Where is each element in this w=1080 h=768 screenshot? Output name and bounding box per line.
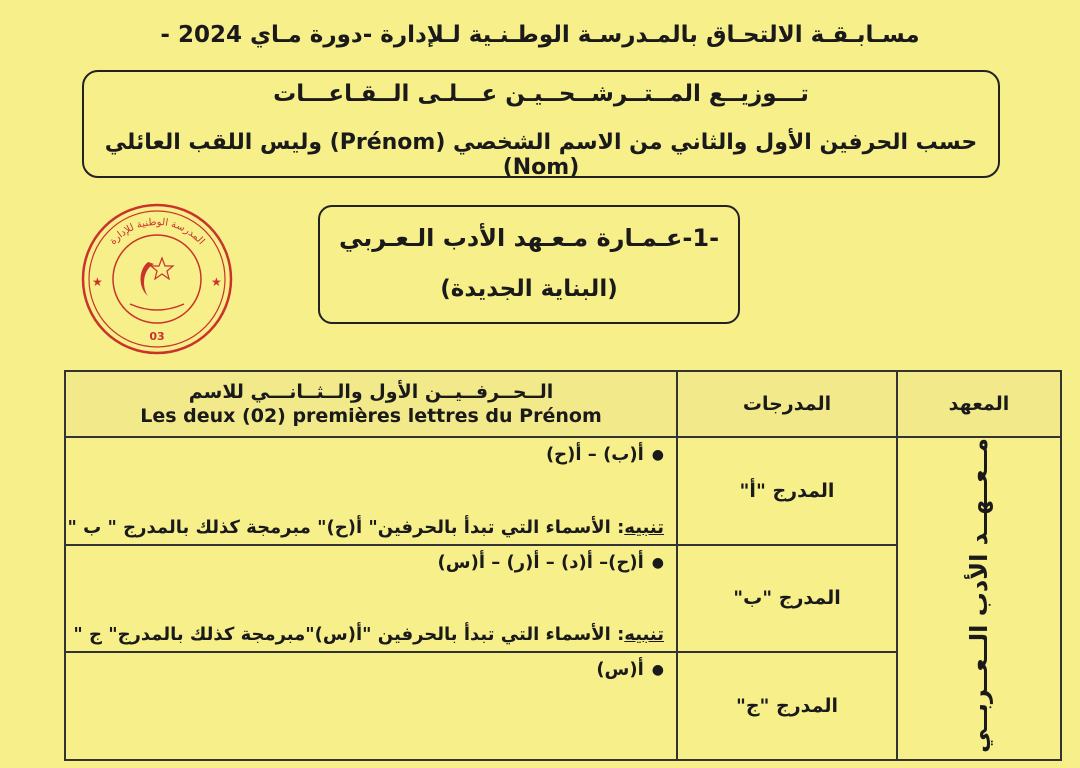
svg-text:المدرسة الوطنية للإدارة: المدرسة الوطنية للإدارة bbox=[107, 216, 207, 248]
letters-range: ●أ(ح)– أ(د) – أ(ر) – أ(س) bbox=[437, 551, 664, 573]
svg-text:★: ★ bbox=[211, 275, 222, 289]
bullet-icon: ● bbox=[651, 554, 664, 571]
page-title: مسـابـقـة الالتحـاق بالمـدرسـة الوطـنـية لـلإدارة -دورة مـاي 2024 - bbox=[160, 22, 920, 48]
header-institute: المعهد bbox=[897, 371, 1061, 437]
header-halls: المدرجات bbox=[677, 371, 897, 437]
distribution-title: تـــوزيــع المــتــرشــحــيـن عـــلـى الــقـاعـــات bbox=[273, 81, 809, 107]
stamp-number: 03 bbox=[149, 330, 165, 343]
letters-cell bbox=[65, 652, 677, 760]
bullet-icon: ● bbox=[651, 662, 664, 679]
note: تنبيه: الأسماء التي تبدأ بالحرفين" أ(ح)" مبرمجة كذلك بالمدرج " ب " bbox=[67, 516, 664, 538]
letters-cell bbox=[65, 545, 677, 653]
letters-range: ●أ(س) bbox=[596, 659, 664, 681]
building-box bbox=[318, 205, 740, 324]
hall-name: المدرج "ج" bbox=[677, 652, 897, 760]
header-letters-fr: Les deux (02) premières lettres du Prénom bbox=[140, 405, 602, 427]
letters-cell bbox=[65, 437, 677, 545]
letters-range: ●أ(ب) – أ(ح) bbox=[545, 444, 664, 465]
institute-name: مــعــهــد الأدب الــعــربــي bbox=[965, 438, 993, 753]
header-letters-ar: الــحــرفــيــن الأول والــثــانـــي للاسم bbox=[188, 381, 554, 403]
bullet-icon: ● bbox=[651, 447, 664, 463]
distribution-criteria: حسب الحرفين الأول والثاني من الاسم الشخصي (Prénom) وليس اللقب العائلي (Nom) bbox=[104, 130, 978, 180]
building-name: -1-عـمـارة مـعـهد الأدب الـعـربي bbox=[338, 224, 720, 252]
header-letters bbox=[65, 371, 677, 437]
hall-distribution-table bbox=[64, 370, 1062, 761]
hall-name: المدرج "ب" bbox=[677, 545, 897, 653]
institute-name-cell bbox=[897, 437, 1061, 760]
table-row bbox=[65, 437, 1061, 545]
official-stamp-seal bbox=[78, 200, 236, 358]
hall-name: المدرج "أ" bbox=[677, 437, 897, 545]
svg-text:★: ★ bbox=[92, 275, 103, 289]
building-subtitle: (البناية الجديدة) bbox=[440, 276, 618, 302]
note: تنبيه: الأسماء التي تبدأ بالحرفين "أ(س)"مبرمجة كذلك بالمدرج" ج " bbox=[73, 624, 664, 646]
